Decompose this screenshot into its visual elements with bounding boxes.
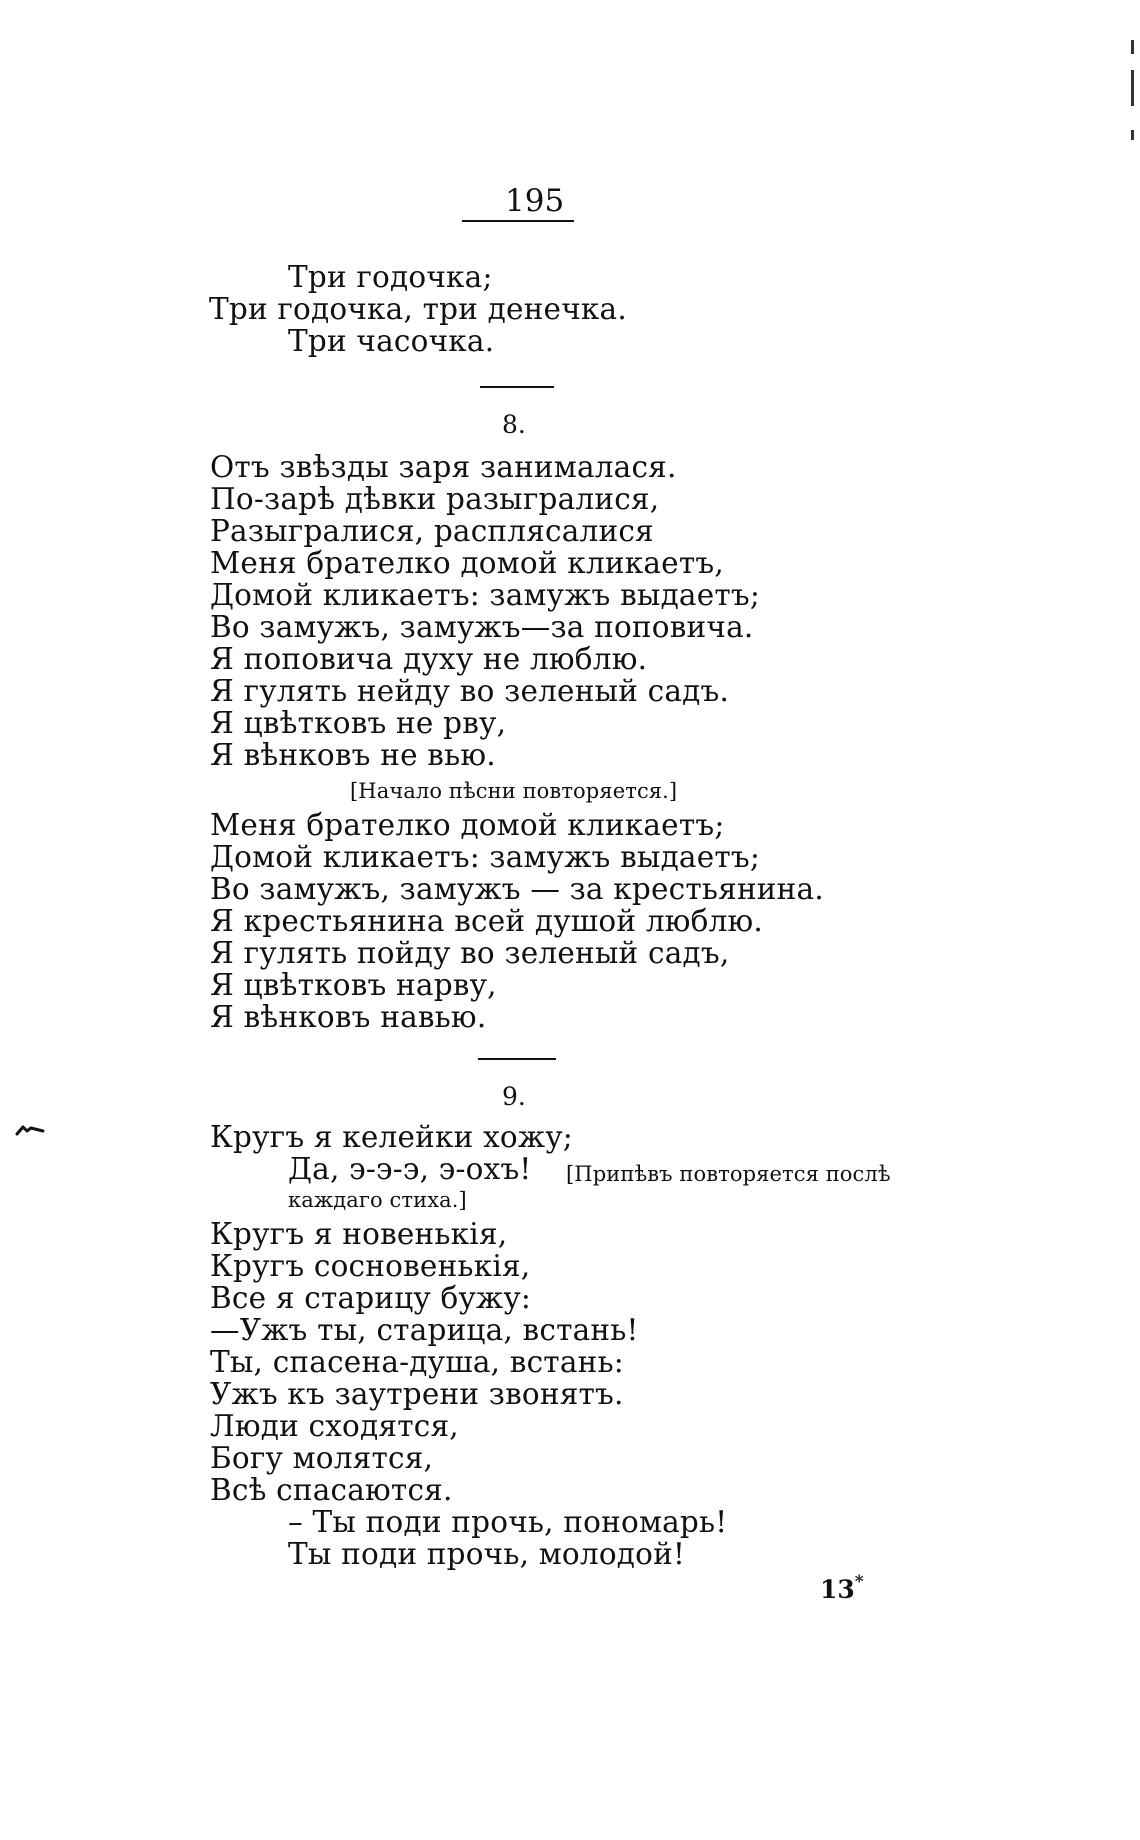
- verse-line: Кругъ сосновенькія,: [210, 1249, 531, 1283]
- verse-line: Все я старицу бужу:: [210, 1281, 532, 1315]
- refrain-note: [Припѣвъ повторяется послѣ: [566, 1162, 891, 1186]
- verse-line: Меня брателко домой кликаетъ,: [210, 546, 724, 580]
- verse-line: Я цвѣтковъ нарву,: [210, 968, 497, 1002]
- verse-line: Ужъ къ заутрени звонятъ.: [210, 1377, 624, 1411]
- verse-line: Я вѣнковъ не вью.: [210, 738, 496, 772]
- editorial-note: [Начало пѣсни повторяется.]: [350, 779, 678, 803]
- verse-line: Кругъ я келейки хожу;: [210, 1120, 573, 1154]
- verse-line: Я гулять пойду во зеленый садъ,: [210, 936, 730, 970]
- verse-line: Три годочка, три денечка.: [209, 292, 627, 326]
- verse-line: Кругъ я новенькія,: [210, 1217, 508, 1251]
- section-divider: [478, 1058, 556, 1060]
- verse-line: Три годочка;: [288, 260, 493, 294]
- verse-line: Я вѣнковъ навью.: [210, 1000, 487, 1034]
- page-number: 195: [505, 183, 565, 219]
- scan-edge-mark: [1131, 130, 1134, 140]
- scan-edge-mark: [1131, 40, 1134, 54]
- verse-line: Ты поди прочь, молодой!: [288, 1537, 686, 1571]
- verse-line: Во замужъ, замужъ — за крестьянина.: [210, 872, 824, 906]
- verse-line: Во замужъ, замужъ—за поповича.: [210, 610, 754, 644]
- verse-line: Я цвѣтковъ не рву,: [210, 706, 507, 740]
- song-number: 8.: [502, 410, 526, 439]
- verse-line: Домой кликаетъ: замужъ выдаетъ;: [210, 840, 761, 874]
- verse-line: Я гулять нейду во зеленый садъ.: [210, 674, 730, 708]
- scan-edge-mark: [1131, 70, 1134, 106]
- verse-line: – Ты поди прочь, пономарь!: [288, 1505, 728, 1539]
- verse-line: Домой кликаетъ: замужъ выдаетъ;: [210, 578, 761, 612]
- verse-line: По-зарѣ дѣвки разыгралися,: [210, 482, 660, 516]
- song-number: 9.: [502, 1082, 526, 1111]
- refrain-note: каждаго стиха.]: [288, 1188, 467, 1212]
- verse-line: Всѣ спасаются.: [210, 1473, 453, 1507]
- verse-line: Меня брателко домой кликаетъ;: [210, 808, 725, 842]
- verse-line: Я крестьянина всей душой люблю.: [210, 904, 764, 938]
- signature-mark-star: *: [854, 1572, 864, 1592]
- verse-line: Три часочка.: [288, 324, 495, 358]
- refrain-line: Да, э-э-э, э-охъ!: [288, 1152, 532, 1186]
- page-number-rule: [462, 220, 574, 222]
- verse-line: Люди сходятся,: [210, 1409, 459, 1443]
- verse-line: Разыгралися, расплясалися: [210, 514, 654, 548]
- verse-line: Отъ звѣзды заря занималася.: [210, 450, 677, 484]
- verse-line: —Ужъ ты, старица, встань!: [210, 1313, 639, 1347]
- verse-line: Ты, спасена-душа, встань:: [210, 1345, 624, 1379]
- signature-mark: [820, 1572, 864, 1604]
- signature-mark-number: 13: [820, 1575, 855, 1604]
- verse-line: Богу молятся,: [210, 1441, 434, 1475]
- margin-pencil-mark: [15, 1122, 45, 1138]
- section-divider: [480, 386, 554, 388]
- verse-line: Я поповича духу не люблю.: [210, 642, 648, 676]
